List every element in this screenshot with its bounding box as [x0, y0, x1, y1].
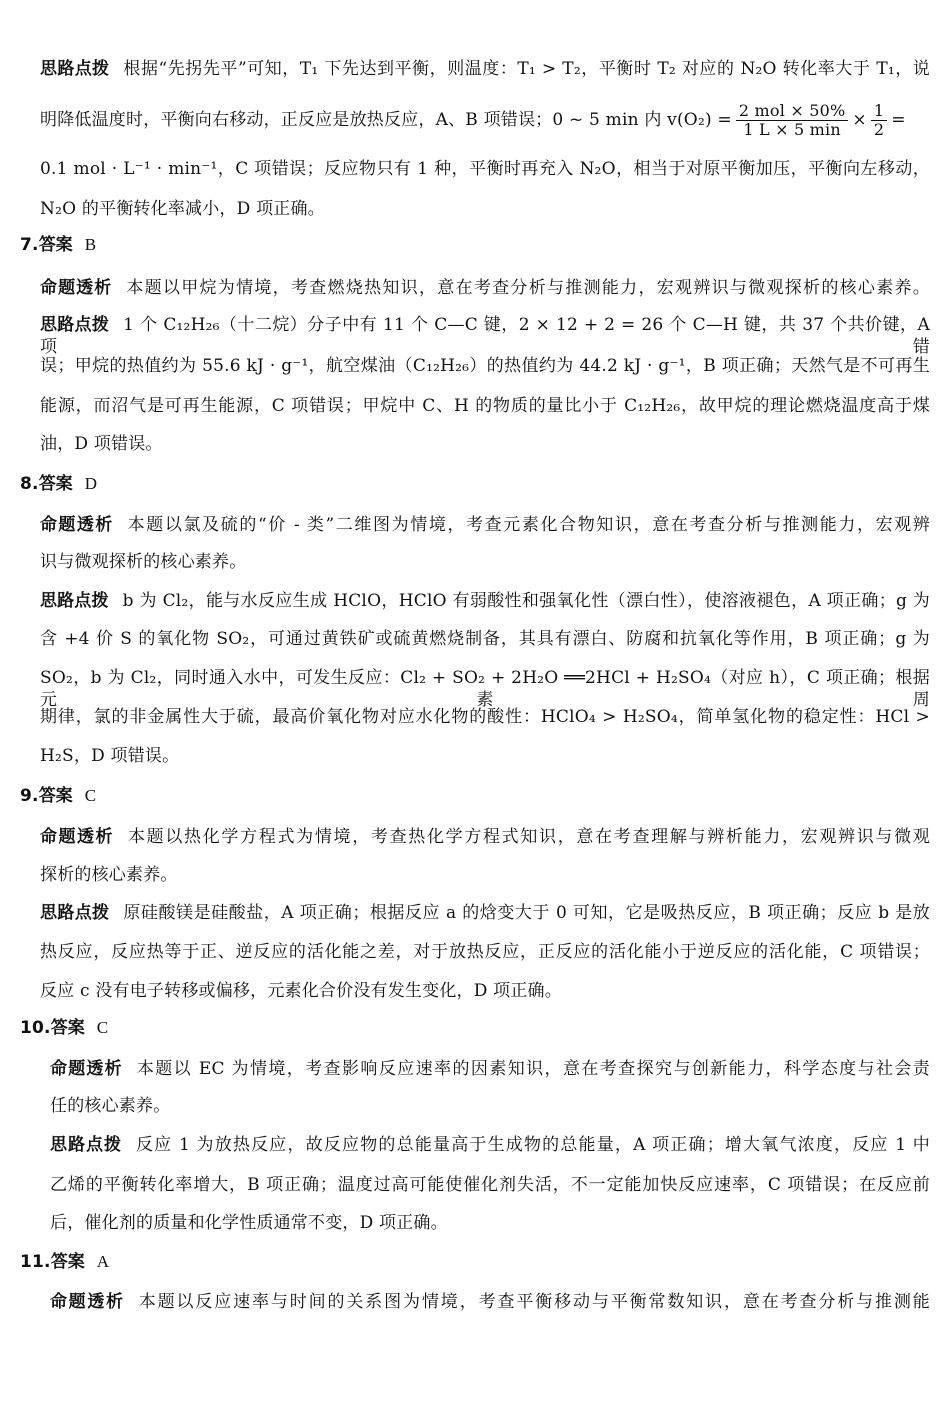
text: 油，D 项错误。	[40, 434, 163, 454]
paragraph-line	[40, 395, 930, 417]
fraction-denominator: 1 L × 5 min	[743, 120, 841, 139]
section-label: 思路点拨	[50, 1135, 122, 1155]
text: 热反应，反应热等于正、逆反应的活化能之差，对于放热反应，正反应的活化能小于逆反应的活化能，C 项错误；	[40, 942, 930, 962]
text: b 为 Cl₂，能与水反应生成 HClO，HClO 有弱酸性和强氧化性（漂白性），使溶液褪色，A 项正确；g 为	[122, 591, 930, 611]
paragraph-line	[50, 1058, 930, 1080]
text: 识与微观探析的核心素养。	[40, 552, 247, 572]
text: N₂O 的平衡转化率减小，D 项正确。	[40, 199, 325, 219]
section-label: 思路点拨	[40, 59, 110, 79]
answer-line	[20, 473, 620, 495]
paragraph-line	[40, 58, 930, 80]
answer-value: C	[84, 786, 97, 805]
paragraph-line	[40, 314, 930, 358]
answer-label: 答案	[38, 786, 73, 806]
paragraph-line	[40, 277, 930, 299]
answer-line	[20, 1251, 620, 1273]
paragraph-line	[50, 1174, 930, 1196]
text: SO₂，b 为 Cl₂，同时通入水中，可发生反应：Cl₂ + SO₂ + 2H₂O ══2HCl + H₂SO₄（对应 h），C 项正确；根据元素周	[40, 668, 930, 710]
paragraph-line	[40, 864, 930, 886]
section-label: 命题透析	[40, 278, 113, 298]
answer-label: 答案	[38, 235, 73, 255]
text: 反应 c 没有电子转移或偏移，元素化合价没有发生变化，D 项正确。	[40, 981, 562, 1001]
answer-value: A	[96, 1252, 110, 1271]
question-number: 9.	[20, 786, 39, 806]
answer-label: 答案	[50, 1252, 85, 1272]
text: 反应 1 为放热反应，故反应物的总能量高于生成物的总能量，A 项正确；增大氧气浓度，反应 1 中	[135, 1135, 931, 1155]
paragraph-line	[40, 706, 930, 728]
paragraph-line	[40, 198, 930, 220]
text: 乙烯的平衡转化率增大，B 项正确；温度过高可能使催化剂失活，不一定能加快反应速率，C 项错误；在反应前	[50, 1175, 930, 1195]
text: 本题以热化学方程式为情境，考查热化学方程式知识，意在考查理解与辨析能力，宏观辨识与微观	[127, 827, 930, 847]
text: 0.1 mol · L⁻¹ · min⁻¹，C 项错误；反应物只有 1 种，平衡时再充入 N₂O，相当于对原平衡加压，平衡向左移动，	[40, 159, 930, 179]
paragraph-line	[50, 1291, 930, 1313]
paragraph-line	[40, 551, 930, 573]
section-label: 命题透析	[40, 515, 114, 535]
paragraph-line	[50, 1134, 930, 1156]
answer-value: C	[96, 1018, 109, 1037]
text: 期律，氯的非金属性大于硫，最高价氧化物对应水化物的酸性：HClO₄ > H₂SO₄，简单氢化物的稳定性：HCl >	[40, 707, 930, 727]
section-label: 思路点拨	[40, 315, 110, 335]
answer-line	[20, 1017, 620, 1039]
fraction-numerator: 1	[871, 102, 887, 121]
paragraph-line	[40, 980, 930, 1002]
answer-label: 答案	[38, 474, 73, 494]
section-label: 思路点拨	[40, 591, 109, 611]
answer-value: D	[84, 474, 98, 493]
paragraph-line	[40, 902, 930, 924]
text: 原硅酸镁是硅酸盐，A 项正确；根据反应 a 的焓变大于 0 可知，它是吸热反应，B 项正确；反应 b 是放	[123, 903, 931, 923]
paragraph-line	[40, 158, 930, 180]
section-label: 命题透析	[50, 1292, 125, 1312]
text: 1 个 C₁₂H₂₆（十二烷）分子中有 11 个 C—C 键，2 × 12 + 2 = 26 个 C—H 键，共 37 个共价键，A 项错	[40, 315, 930, 357]
text: 误；甲烷的热值约为 55.6 kJ · g⁻¹，航空煤油（C₁₂H₂₆）的热值约为 44.2 kJ · g⁻¹，B 项正确；天然气是不可再生	[40, 356, 930, 376]
paragraph-line	[50, 1212, 930, 1234]
paragraph-line	[40, 433, 930, 455]
text: 本题以甲烷为情境，考查燃烧热知识，意在考查分析与推测能力，宏观辨识与微观探析的核心素养。	[126, 278, 930, 298]
question-number: 11.	[20, 1252, 51, 1272]
text: 任的核心素养。	[50, 1096, 171, 1116]
paragraph-line	[40, 628, 930, 650]
answer-line	[20, 785, 620, 807]
text: H₂S，D 项错误。	[40, 746, 180, 766]
text: 后，催化剂的质量和化学性质通常不变，D 项正确。	[50, 1213, 448, 1233]
paragraph-line	[40, 102, 930, 139]
text: 含 +4 价 S 的氧化物 SO₂，可通过黄铁矿或硫黄燃烧制备，其具有漂白、防腐和抗氧化等作用，B 项正确；g 为	[40, 629, 930, 649]
paragraph-line	[40, 745, 930, 767]
answer-value: B	[84, 235, 97, 254]
equals-sign: =	[891, 110, 906, 130]
fraction	[871, 102, 887, 139]
paragraph-line	[40, 514, 930, 536]
section-label: 命题透析	[50, 1059, 123, 1079]
fraction-numerator: 2 mol × 50%	[736, 102, 849, 121]
paragraph-line	[50, 1095, 930, 1117]
text: 探析的核心素养。	[40, 865, 178, 885]
text: 本题以氯及硫的“价 - 类”二维图为情境，考查元素化合物知识，意在考查分析与推测能力，宏观辨	[127, 515, 930, 535]
paragraph-line	[40, 590, 930, 612]
section-label: 命题透析	[40, 827, 114, 847]
fraction-denominator: 2	[873, 120, 885, 139]
paragraph-line	[40, 667, 930, 711]
question-number: 7.	[20, 235, 39, 255]
question-number: 8.	[20, 474, 39, 494]
paragraph-line	[40, 941, 930, 963]
text: 根据“先拐先平”可知，T₁ 下先达到平衡，则温度：T₁ > T₂，平衡时 T₂ 对应的 N₂O 转化率大于 T₁，说	[123, 59, 930, 79]
text: 明降低温度时，平衡向右移动，正反应是放热反应，A、B 项错误；0 ~ 5 min 内 v(O₂) =	[40, 110, 732, 130]
fraction	[736, 102, 849, 139]
question-number: 10.	[20, 1018, 51, 1038]
text: 本题以反应速率与时间的关系图为情境，考查平衡移动与平衡常数知识，意在考查分析与推测能	[138, 1292, 931, 1312]
paragraph-line	[40, 355, 930, 377]
text: 本题以 EC 为情境，考查影响反应速率的因素知识，意在考查探究与创新能力，科学态度与社会责	[136, 1059, 930, 1079]
paragraph-line	[40, 826, 930, 848]
answer-label: 答案	[50, 1018, 85, 1038]
section-label: 思路点拨	[40, 903, 110, 923]
text: 能源，而沼气是可再生能源，C 项错误；甲烷中 C、H 的物质的量比小于 C₁₂H₂₆，故甲烷的理论燃烧温度高于煤	[40, 396, 930, 416]
answer-line	[20, 234, 620, 256]
times-sign: ×	[852, 110, 867, 130]
